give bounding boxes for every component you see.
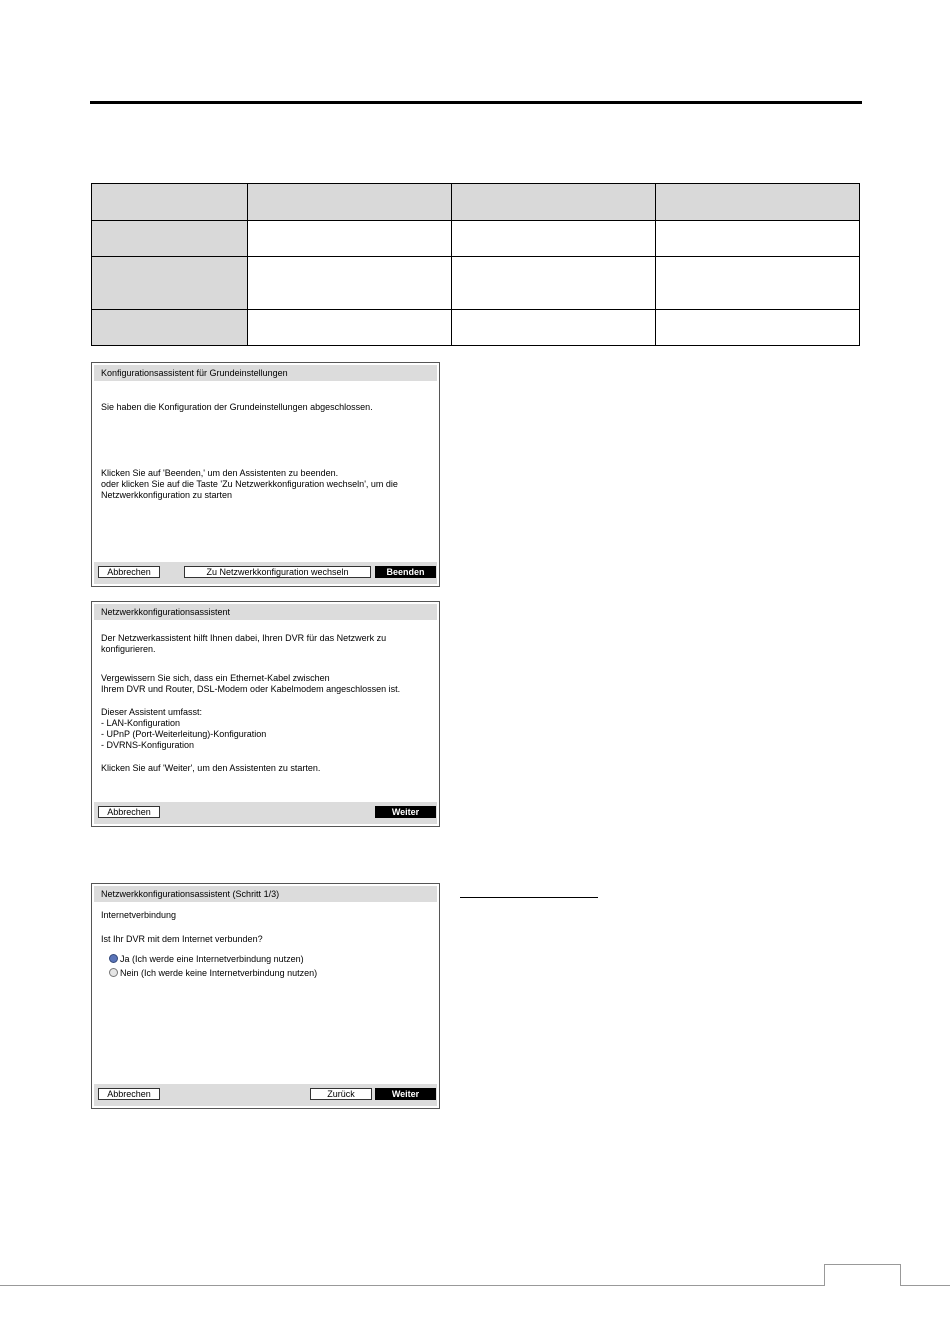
completion-text: Sie haben die Konfiguration der Grundeinstellungen abgeschlossen. <box>101 402 373 412</box>
dialog-title: Netzwerkkonfigurationsassistent (Schritt 1/3) <box>94 886 437 902</box>
dialog-title: Konfigurationsassistent für Grundeinstellungen <box>94 365 437 381</box>
back-button[interactable]: Zurück <box>310 1088 372 1100</box>
table-cell <box>656 221 860 257</box>
page-number-tab <box>824 1264 901 1286</box>
info-table <box>91 183 860 346</box>
dialog-body <box>95 381 436 561</box>
table-cell <box>452 184 656 221</box>
radio-option-yes[interactable] <box>109 954 304 965</box>
radio-label: Ja (Ich werde eine Internetverbindung nutzen) <box>120 954 304 964</box>
next-button[interactable]: Weiter <box>375 806 436 818</box>
instruction-text: Netzwerkkonfiguration zu starten <box>101 490 233 500</box>
includes-text: Dieser Assistent umfasst: <box>101 707 203 717</box>
table-cell <box>92 221 248 257</box>
section-heading: Internetverbindung <box>101 910 177 920</box>
dialog-body <box>95 620 436 800</box>
network-wizard-intro-dialog <box>91 601 440 827</box>
table-cell <box>452 257 656 310</box>
list-item: - LAN-Konfiguration <box>101 718 181 728</box>
dialog-footer <box>94 562 437 584</box>
list-item: - UPnP (Port-Weiterleitung)-Konfiguration <box>101 729 267 739</box>
cable-text: Ihrem DVR und Router, DSL-Modem oder Kabelmodem angeschlossen ist. <box>101 684 401 694</box>
radio-checked-icon[interactable] <box>109 954 118 963</box>
table-cell <box>656 310 860 346</box>
network-wizard-step1-dialog <box>91 883 440 1109</box>
table-cell <box>452 310 656 346</box>
instruction-text: oder klicken Sie auf die Taste 'Zu Netzwerkkonfiguration wechseln', um die <box>101 479 398 489</box>
top-rule <box>90 101 862 104</box>
instruction-text: Klicken Sie auf 'Beenden,' um den Assistenten zu beenden. <box>101 468 339 478</box>
intro-text: konfigurieren. <box>101 644 156 654</box>
question-text: Ist Ihr DVR mit dem Internet verbunden? <box>101 934 263 944</box>
dialog-title: Netzwerkkonfigurationsassistent <box>94 604 437 620</box>
table-cell <box>248 310 452 346</box>
switch-to-network-config-button[interactable]: Zu Netzwerkkonfiguration wechseln <box>184 566 371 578</box>
list-item: - DVRNS-Konfiguration <box>101 740 195 750</box>
finish-button[interactable]: Beenden <box>375 566 436 578</box>
radio-unchecked-icon[interactable] <box>109 968 118 977</box>
table-cell <box>92 310 248 346</box>
intro-text: Der Netzwerkassistent hilft Ihnen dabei, Ihren DVR für das Netzwerk zu <box>101 633 387 643</box>
table-cell <box>656 257 860 310</box>
next-button[interactable]: Weiter <box>375 1088 436 1100</box>
table-cell <box>92 184 248 221</box>
footer-rule <box>0 1285 950 1286</box>
start-text: Klicken Sie auf 'Weiter', um den Assistenten zu starten. <box>101 763 321 773</box>
dialog-footer <box>94 802 437 824</box>
cable-text: Vergewissern Sie sich, dass ein Ethernet-Kabel zwischen <box>101 673 330 683</box>
table-cell <box>656 184 860 221</box>
cancel-button[interactable]: Abbrechen <box>98 566 160 578</box>
radio-option-no[interactable] <box>109 968 317 979</box>
cancel-button[interactable]: Abbrechen <box>98 1088 160 1100</box>
table-cell <box>248 184 452 221</box>
table-row <box>92 257 860 310</box>
table-row <box>92 310 860 346</box>
table-cell <box>248 221 452 257</box>
table-cell <box>452 221 656 257</box>
table-row <box>92 221 860 257</box>
radio-label: Nein (Ich werde keine Internetverbindung nutzen) <box>120 968 318 978</box>
dialog-footer <box>94 1084 437 1106</box>
table-row <box>92 184 860 221</box>
table-cell <box>248 257 452 310</box>
table-cell <box>92 257 248 310</box>
side-underline <box>460 897 598 898</box>
basic-setup-finish-dialog <box>91 362 440 587</box>
dialog-body <box>95 902 436 1082</box>
cancel-button[interactable]: Abbrechen <box>98 806 160 818</box>
